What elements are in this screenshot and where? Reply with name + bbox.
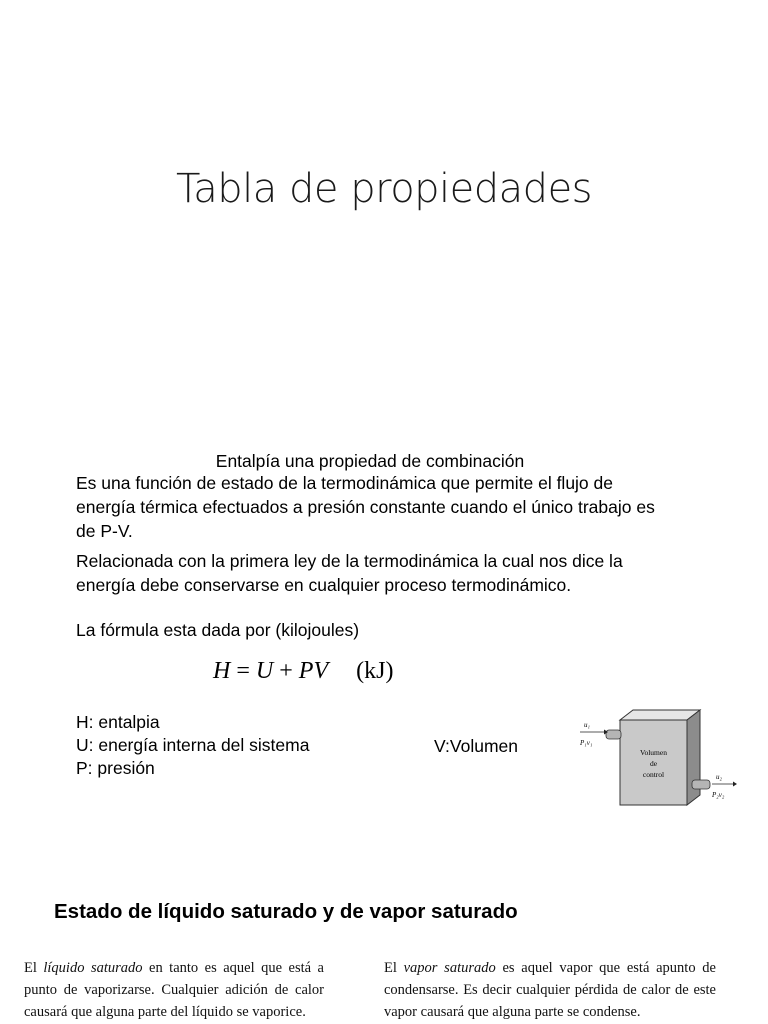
right-quote-pre: El <box>384 960 404 976</box>
definition-p: P: presión <box>76 758 155 778</box>
enthalpy-subtitle: Entalpía una propiedad de combinación <box>215 451 525 471</box>
box-label-line3: control <box>642 770 665 779</box>
inlet-state-label: P₁v₁ <box>580 739 593 747</box>
formula-intro: La fórmula esta dada por (kilojoules) <box>76 620 360 640</box>
formula-h: H <box>213 658 231 684</box>
inlet-pipe <box>606 730 621 739</box>
formula-equals: = <box>230 658 256 684</box>
control-volume-diagram <box>578 706 738 810</box>
box-label-line2: de <box>649 759 658 768</box>
formula-u: U <box>255 658 274 684</box>
definition-u: U: energía interna del sistema <box>76 735 310 755</box>
saturated-vapor-text <box>384 957 716 1023</box>
box-side-face <box>687 710 700 805</box>
formula-unit: (kJ) <box>356 658 394 684</box>
formula-plus: + <box>273 658 299 684</box>
box-label-line1: Volumen <box>640 748 667 757</box>
left-quote-post: en tanto es aquel que está a punto de vaporizarse. Cualquier adición de calor causará que alguna parte del líquido se vaporice. <box>24 960 324 1020</box>
right-quote-post: es aquel vapor que está apunto de condensarse. Es decir cualquier pérdida de calor de este vapor causará que alguna parte se condense. <box>384 960 716 1020</box>
variable-definitions <box>76 711 476 780</box>
outlet-arrowhead <box>733 782 737 787</box>
definition-v: V:Volumen <box>434 736 518 756</box>
right-quote-term: vapor saturado <box>403 960 496 976</box>
saturated-liquid-text <box>24 957 324 1023</box>
enthalpy-definition: Es una función de estado de la termodinámica que permite el flujo de energía térmica efectuados a presión constante cuando el único trabajo es de P-V. <box>76 473 655 541</box>
left-quote-pre: El <box>24 960 44 976</box>
first-law-relation: Relacionada con la primera ley de la termodinámica la cual nos dice la energía debe conservarse en cualquier proceso termodinámico. <box>76 551 623 595</box>
definition-h: H: entalpia <box>76 712 160 732</box>
outlet-state-label: P₂v₂ <box>712 791 725 799</box>
formula-pv: PV <box>298 658 329 684</box>
saturated-states-title: Estado de líquido saturado y de vapor saturado <box>54 900 518 923</box>
inlet-velocity-label: u₁ <box>584 721 590 729</box>
enthalpy-formula <box>213 658 393 685</box>
outlet-pipe <box>692 780 710 789</box>
box-top-face <box>620 710 700 720</box>
slide-title: Tabla de propiedades <box>175 166 593 212</box>
left-quote-term: líquido saturado <box>43 960 143 976</box>
outlet-velocity-label: u₂ <box>716 773 722 781</box>
